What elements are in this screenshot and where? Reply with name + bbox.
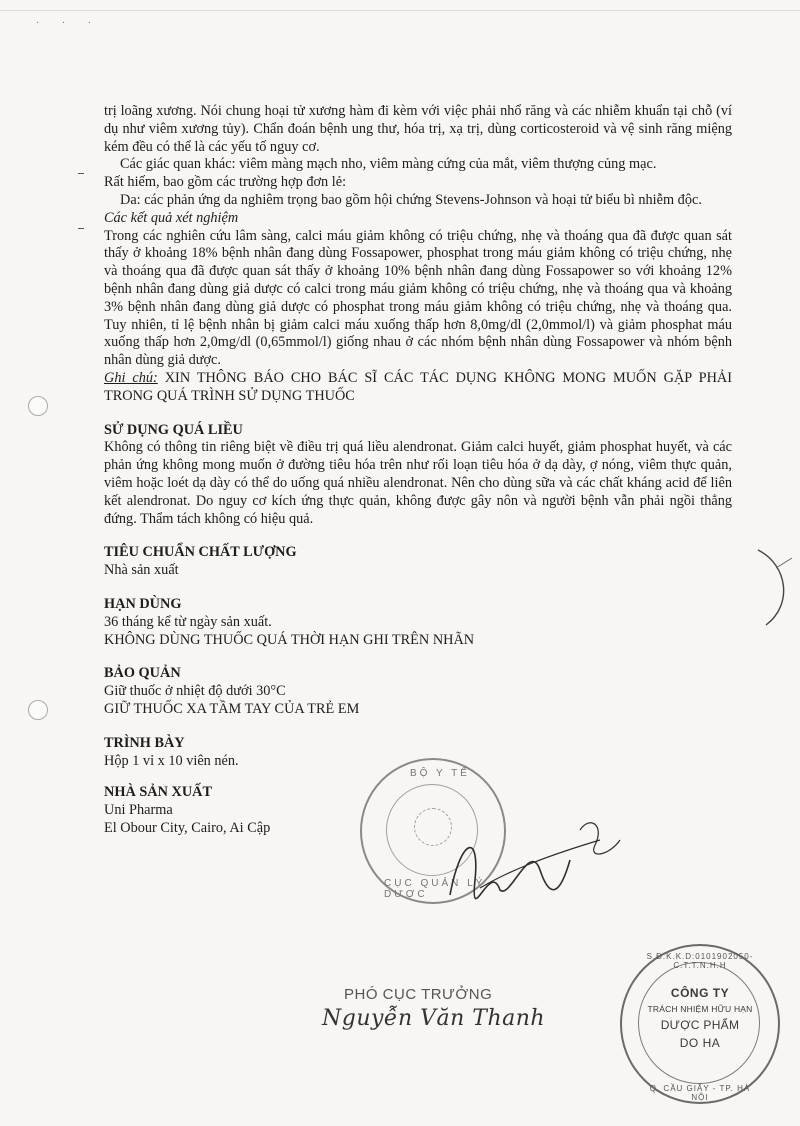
manufacturer-line-1: Uni Pharma bbox=[104, 802, 173, 819]
company-stamp-line-2: TRÁCH NHIỆM HỮU HẠN bbox=[647, 1004, 753, 1014]
company-stamp-rim-top: S.Đ.K.K.D:0101902050-C.T.T.N.H.H bbox=[646, 952, 754, 970]
signer-name: Nguyễn Văn Thanh bbox=[322, 1006, 546, 1031]
note-text: XIN THÔNG BÁO CHO BÁC SĨ CÁC TÁC DỤNG KHÔNG MONG MUỐN GẶP PHẢI TRONG QUÁ TRÌNH SỬ DỤNG THUỐC bbox=[104, 369, 732, 404]
company-stamp-line-4: DO HA bbox=[679, 1036, 721, 1050]
note-label: Ghi chú: bbox=[104, 369, 158, 386]
section-title-package: TRÌNH BÀY bbox=[104, 734, 185, 751]
package-text: Hộp 1 vỉ x 10 viên nén. bbox=[104, 752, 239, 769]
section-title-manufacturer: NHÀ SẢN XUẤT bbox=[104, 784, 213, 801]
storage-line-1: Giữ thuốc ở nhiệt độ dưới 30°C bbox=[104, 683, 286, 700]
paragraph-jaw-necrosis: trị loãng xương. Nói chung hoại tử xương hàm đi kèm với việc phải nhổ răng và các nhiễm khuẩn tại chỗ (ví dụ như viêm xương tủy). Chẩn đoán bệnh ung thư, hóa trị, xạ trị, dùng corticosteroid và vệ sinh răng miệng kém đều có thể là các yếu tố nguy cơ. bbox=[104, 103, 732, 155]
overdose-text: Không có thông tin riêng biệt về điều trị quá liều alendronat. Giảm calci huyết, giảm phosphat huyết, và các phản ứng không mong muốn ở đường tiêu hóa trên như rối loạn tiêu hóa ở dạ dày, ợ nóng, viêm thực quản, viêm hoặc loét dạ dày có thể do uống quá nhiều alendronat. Nên cho dùng sữa và các chất kháng acid để liên kết alendronat. Do nguy cơ kích ứng thực quản, không được gây nôn và người bệnh vẫn phải ngồi thẳng đứng. Thẩm tách không có hiệu quả. bbox=[104, 439, 732, 527]
note-paragraph bbox=[104, 370, 732, 406]
signature-icon bbox=[420, 800, 630, 920]
paragraph-lab-results: Trong các nghiên cứu lâm sàng, calci máu giảm không có triệu chứng, nhẹ và thoáng qua đã được quan sát thấy ở khoảng 18% bệnh nhân đang dùng Fossapower, phosphat trong máu giảm không có triệu chứng, nhẹ và thoáng qua đã được quan sát thấy ở khoảng 10% bệnh nhân đang dùng Fossapower so với khoảng 12% bệnh nhân đang dùng giả dược có calci trong máu giảm không có triệu chứng, nhẹ và thoáng qua và khoảng 3% bệnh nhân đang dùng giả dược có phosphat trong máu giảm không có triệu chứng, nhẹ và thoáng qua. Tuy nhiên, tỉ lệ bệnh nhân bị giảm calci máu xuống thấp hơn 8,0mg/dl (2,0mmol/l) và giảm phosphat máu xuống thấp hơn 2,0mg/dl (0,65mmol/l) giống nhau ở các nhóm bệnh nhân dùng Fossapower và nhóm bệnh nhân dùng giả dược. bbox=[104, 227, 732, 369]
stamp-bottom-text: CỤC QUẢN LÝ DƯỢC bbox=[384, 878, 486, 900]
storage-line-2: GIỮ THUỐC XA TẦM TAY CỦA TRẺ EM bbox=[104, 700, 360, 717]
expiry-line-2: KHÔNG DÙNG THUỐC QUÁ THỜI HẠN GHI TRÊN NHÃN bbox=[104, 631, 475, 648]
punch-hole-icon bbox=[28, 396, 48, 416]
section-title-storage: BẢO QUẢN bbox=[104, 665, 181, 682]
company-stamp-rim-bottom: Q. CẦU GIẤY - TP. HÀ NỘI bbox=[649, 1084, 751, 1102]
company-stamp-icon bbox=[620, 944, 780, 1104]
document-body bbox=[104, 103, 732, 838]
stamp-top-text: BỘ Y TẾ bbox=[410, 768, 470, 779]
section-title-overdose: SỬ DỤNG QUÁ LIỀU bbox=[104, 421, 243, 438]
quality-text: Nhà sản xuất bbox=[104, 562, 179, 579]
paragraph-skin: Da: các phản ứng da nghiêm trọng bao gồm hội chứng Stevens-Johnson và hoại tử biểu bì nhiễm độc. bbox=[120, 191, 702, 208]
scan-marks: · · · bbox=[36, 18, 101, 29]
bullet-dash bbox=[78, 228, 84, 229]
signer-title: PHÓ CỤC TRƯỞNG bbox=[344, 986, 493, 1003]
paragraph-very-rare: Rất hiếm, bao gồm các trường hợp đơn lẻ: bbox=[104, 174, 347, 191]
company-stamp-line-3: DƯỢC PHẨM bbox=[660, 1018, 740, 1032]
punch-hole-icon bbox=[28, 700, 48, 720]
company-stamp-line-1: CÔNG TY bbox=[670, 986, 730, 1000]
scan-edge bbox=[0, 10, 800, 11]
paragraph-other-senses: Các giác quan khác: viêm màng mạch nho, viêm màng cứng của mắt, viêm thượng củng mạc. bbox=[120, 156, 657, 173]
section-title-quality: TIÊU CHUẨN CHẤT LƯỢNG bbox=[104, 544, 297, 561]
manufacturer-line-2: El Obour City, Cairo, Ai Cập bbox=[104, 819, 271, 836]
section-title-expiry: HẠN DÙNG bbox=[104, 595, 182, 612]
margin-mark-icon bbox=[748, 540, 800, 630]
lab-results-heading: Các kết quả xét nghiệm bbox=[104, 209, 239, 226]
bullet-dash bbox=[78, 173, 84, 174]
expiry-line-1: 36 tháng kể từ ngày sản xuất. bbox=[104, 613, 272, 630]
